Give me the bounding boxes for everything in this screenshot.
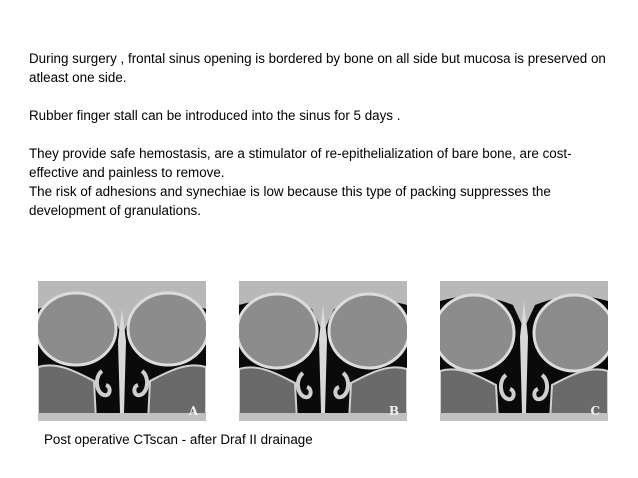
ct-scan-image-b bbox=[239, 281, 407, 421]
panel-label-a: A bbox=[188, 404, 198, 418]
ct-scan-image-a bbox=[38, 281, 206, 421]
ct-scan-panel-b bbox=[239, 281, 407, 421]
panel-label-c: C bbox=[590, 404, 600, 418]
paragraph-surgery: During surgery , frontal sinus opening is bordered by bone on all side but mucosa is preserved on atleast one side. bbox=[29, 51, 606, 85]
paragraph-spacer bbox=[29, 125, 609, 144]
slide-body-text bbox=[29, 49, 609, 220]
ct-scan-panel-a bbox=[38, 281, 206, 421]
paragraph-hemostasis: They provide safe hemostasis, are a stimulator of re-epithelialization of bare bone, are cost-effective and painless to remove. bbox=[29, 146, 572, 180]
ct-scan-panel-c bbox=[440, 281, 608, 421]
figure-caption: Post operative CTscan - after Draf II drainage bbox=[44, 432, 313, 447]
panel-label-b: B bbox=[388, 404, 399, 418]
paragraph-spacer bbox=[29, 87, 609, 106]
paragraph-finger-stall: Rubber finger stall can be introduced into the sinus for 5 days . bbox=[29, 108, 401, 123]
ct-scan-image-c bbox=[440, 281, 608, 421]
paragraph-adhesions: The risk of adhesions and synechiae is low because this type of packing suppresses the development of granulations. bbox=[29, 184, 551, 218]
